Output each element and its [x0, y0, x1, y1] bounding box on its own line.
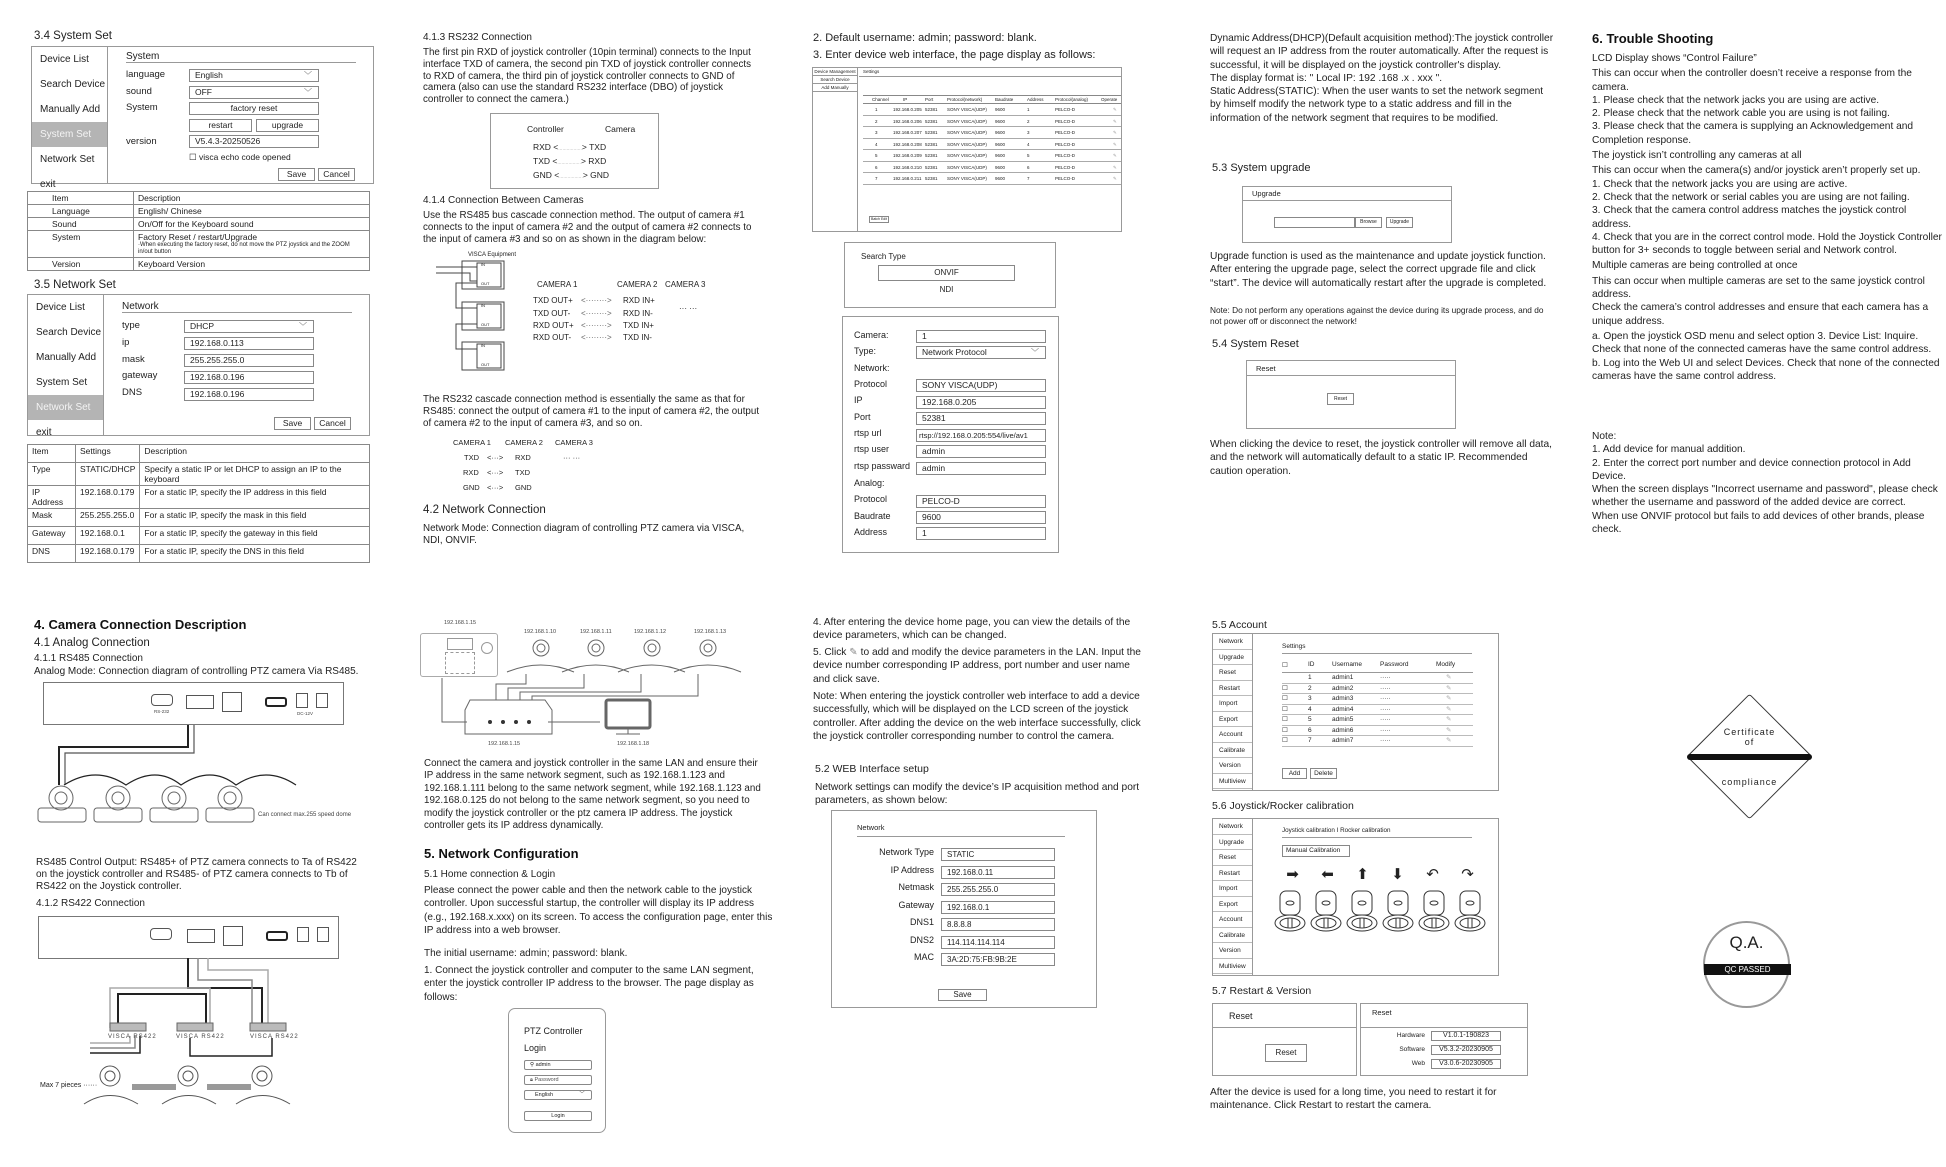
side-menu-item[interactable]: Export: [1213, 712, 1252, 728]
login-button[interactable]: Login: [524, 1111, 592, 1121]
edit-icon[interactable]: ✎: [1446, 705, 1452, 713]
rs422-wiring-diagram: [80, 958, 340, 1058]
baudrate-input[interactable]: 9600: [916, 511, 1046, 524]
web-interface-text: Network settings can modify the device’s IP acquisition method and port parameters, as shown below:: [815, 782, 1140, 807]
edit-icon[interactable]: ✎: [1113, 107, 1117, 112]
web-net-field[interactable]: 3A:2D:75:FB:9B:2E: [941, 953, 1055, 966]
device-table-row: 4 192.168.0.208 52381 SONY VISCA(UDP) 9600 4 PELCO-D ✎: [863, 139, 1121, 151]
step5-text: 5. Click ✎ to add and modify the device parameters in the LAN. Input the device number corresponding IP address, port number and user name and click save.: [813, 647, 1141, 685]
note-line: When the screen displays "Incorrect username and password", please check whether the username and password of the added device are correct.: [1592, 484, 1938, 509]
language-select[interactable]: English ﹀: [524, 1090, 592, 1100]
side-menu-item[interactable]: Network: [1213, 819, 1252, 835]
note-line: 1. Add device for manual addition.: [1592, 444, 1746, 456]
save-button[interactable]: Save: [278, 168, 315, 181]
step2-text: 2. Default username: admin; password: blank.: [813, 32, 1037, 44]
row-checkbox[interactable]: ☐: [1282, 684, 1288, 692]
web-net-field[interactable]: STATIC: [941, 848, 1055, 861]
chevron-down-icon: ﹀: [578, 1092, 585, 1098]
checkbox-icon: ☐: [189, 152, 197, 162]
side-menu-item[interactable]: Export: [1213, 897, 1252, 913]
menu-device-list[interactable]: Device List: [36, 302, 85, 313]
row-checkbox[interactable]: ☐: [1282, 695, 1288, 702]
web-net-field[interactable]: 192.168.0.11: [941, 866, 1055, 879]
device-table-row: 5 192.168.0.209 52381 SONY VISCA(UDP) 9600 5 PELCO-D ✎: [863, 150, 1121, 162]
save-button[interactable]: Save: [938, 989, 987, 1001]
cancel-button[interactable]: Cancel: [318, 168, 355, 181]
visca-label-3: VISCA RS422: [250, 1034, 299, 1040]
section-5-5-title: 5.5 Account: [1212, 619, 1267, 631]
troubleshooting-line: 3. Please check that the camera is supplying an Acknowledgement and Completion response.: [1592, 121, 1914, 146]
visca-equipment-label: VISCA Equipment: [468, 252, 517, 258]
troubleshooting-line: 2. Please check that the network cable you are using is not failing.: [1592, 108, 1890, 120]
network-set-panel: [27, 294, 370, 436]
calibration-arrows: [1275, 865, 1485, 883]
device-menu: [813, 68, 858, 232]
web-net-label: DNS1: [909, 917, 934, 927]
address-input[interactable]: 1: [916, 527, 1046, 540]
pc-ip-label: 192.168.1.18: [617, 741, 650, 747]
menu-manually-add[interactable]: Manually Add: [40, 104, 101, 115]
system-set-table: Item Description Language English/ Chinese Sound On/Off for the Keyboard sound System Factory Reset / restart/Upgrade ·When executing the factory reset, do not move the PTZ joystick and the ZOOM in/out button Version Keyboard Version: [27, 191, 370, 271]
max-dome-note: Can connect max.255 speed dome: [258, 812, 352, 818]
version-label: version: [126, 136, 157, 147]
device-table-row: 2 192.168.0.206 52381 SONY VISCA(UDP) 9600 2 PELCO-D ✎: [863, 116, 1121, 128]
side-menu-item[interactable]: Account: [1213, 912, 1252, 928]
version-title: Reset: [1361, 1004, 1527, 1028]
chevron-down-icon: ﹀: [299, 322, 307, 331]
step3-text: 3. Enter device web interface, the page display as follows:: [813, 49, 1096, 61]
edit-icon[interactable]: ✎: [1113, 141, 1117, 147]
troubleshooting-line: LCD Display shows “Control Failure”: [1592, 53, 1757, 64]
web-net-label: IP Address: [890, 864, 934, 875]
reset-panel: [1246, 360, 1456, 429]
calibration-side-menu: [1213, 819, 1253, 975]
section-6-title: 6. Trouble Shooting: [1592, 31, 1714, 46]
device-management-ui: [812, 67, 1122, 232]
device-table-row: 1 192.168.0.205 52381 SONY VISCA(UDP) 9600 1 PELCO-D ✎: [863, 104, 1121, 116]
troubleshooting-line: 3. Check that the camera control address matches the joystick control address.: [1592, 205, 1907, 230]
visca-label-2: VISCA RS422: [176, 1034, 225, 1040]
troubleshooting-line: a. Open the joystick OSD menu and select option 3. Device List: Inquire. Check that none of the connected cameras have the same control address.: [1592, 330, 1932, 356]
network-connection-diagram: [440, 638, 750, 738]
ip-input[interactable]: 192.168.0.205: [916, 396, 1046, 409]
file-path-input[interactable]: [1274, 217, 1355, 228]
hdmi-port-icon: [265, 697, 287, 707]
factory-reset-button[interactable]: factory reset: [189, 102, 319, 115]
network-mode-text: Network Mode: Connection diagram of controlling PTZ camera via VISCA, NDI, ONVIF.: [423, 523, 745, 546]
note-line: 2. Enter the correct port number and device connection protocol in Add Device.: [1592, 457, 1911, 482]
row-checkbox[interactable]: ☐: [1282, 737, 1288, 744]
device-table-row: 6 192.168.0.210 52381 SONY VISCA(UDP) 9600 6 PELCO-D ✎: [863, 162, 1121, 174]
account-panel: [1212, 633, 1499, 791]
web-net-field[interactable]: 192.168.0.1: [941, 901, 1055, 914]
controller-ip-label: 192.168.1.15: [444, 620, 477, 626]
edit-icon[interactable]: ✎: [1446, 726, 1452, 734]
edit-icon[interactable]: ✎: [1113, 118, 1117, 124]
login-title: PTZ Controller: [524, 1026, 583, 1036]
system-set-panel: [31, 46, 374, 190]
manual-add-camera-form: Camera: 1 Type: Network Protocol ﹀ Network: Protocol SONY VISCA(UDP) IP 192.168.0.205 Port 52381 rtsp url rtsp://192.168.0.205:554/live/av1 rtsp user admin rtsp passward admin Analog: Protocol PELCO-D Baudrate 9600 Address 1: [842, 316, 1059, 553]
version-value: V3.0.6-20230905: [1431, 1059, 1501, 1069]
search-type-panel: [844, 242, 1056, 308]
version-label: Software: [1399, 1046, 1425, 1053]
rs422-terminal-icon: [186, 695, 214, 709]
menu-search-device[interactable]: Search Device: [36, 327, 102, 338]
troubleshooting-notes: [1592, 430, 1944, 536]
account-row: ☐ 3 admin3 ····· ✎: [1282, 694, 1473, 705]
system-label: System: [126, 102, 158, 113]
section-4-1-1-title: 4.1.1 RS485 Connection: [34, 653, 143, 664]
web-net-field[interactable]: 255.255.255.0: [941, 883, 1055, 896]
section-5-4-title: 5.4 System Reset: [1212, 338, 1299, 350]
troubleshooting-line: This can occur when the controller doesn’t receive a response from the camera.: [1592, 68, 1912, 93]
menu-exit[interactable]: exit: [40, 179, 56, 190]
section-4-title: 4. Camera Connection Description: [34, 617, 247, 632]
upgrade-title: Upgrade: [1243, 187, 1451, 201]
port-input[interactable]: 52381: [916, 412, 1046, 425]
power-switch-icon: [317, 927, 329, 942]
switch-ip-label: 192.168.1.15: [488, 741, 521, 747]
usb-port-icon: [222, 692, 242, 712]
side-menu-item[interactable]: Version: [1213, 943, 1252, 959]
side-menu-item[interactable]: Version: [1213, 758, 1252, 774]
side-menu-item[interactable]: Multiview: [1213, 959, 1252, 975]
rtsp-url-input[interactable]: rtsp://192.168.0.205:554/live/av1: [916, 429, 1046, 442]
troubleshooting-line: Check the camera’s control addresses and ensure that each camera has a unique address.: [1592, 302, 1929, 327]
device-table-row: 7 192.168.0.211 52381 SONY VISCA(UDP) 9600 7 PELCO-D ✎: [863, 173, 1121, 185]
account-side-menu: [1213, 634, 1253, 790]
menu-manually-add[interactable]: Manually Add: [36, 352, 97, 363]
upgrade-note: Note: Do not perform any operations against the device during its upgrade process, and do not power off or disconnect the network!: [1210, 305, 1544, 326]
version-value: V5.3.2-20230905: [1431, 1045, 1501, 1055]
device-table: Channel IP Port Protocol(network) Baudrate Address Protocol(analog) Operate 1 192.168.0.205 52381 SONY VISCA(UDP) 9600 1 PELCO-D ✎ 2 192.168.0.206 52381 SONY VISCA(UDP) 9600 2 PELCO-D ✎ 3 192.168.0.207 52381 SONY VISCA(UDP) 9600 3 PELCO-D ✎ 4 192.168.0.208 52381 SONY VISCA(UDP) 9600 4 PELCO-D ✎ 5 192.168.0.209 52381 SONY VISCA(UDP) 9600 5 PELCO-D ✎ 6 192.168.0.210 52381 SONY VISCA(UDP) 9600 6 PELCO-D ✎ 7 192.168.0.211 52381 SONY VISCA(UDP) 9600 7 PELCO-D ✎: [863, 95, 1121, 185]
side-menu-item[interactable]: Restart: [1213, 866, 1252, 882]
section-5-7-title: 5.7 Restart & Version: [1212, 985, 1312, 997]
row-checkbox[interactable]: ☐: [1282, 716, 1288, 723]
section-4-1-title: 4.1 Analog Connection: [34, 637, 150, 649]
troubleshooting-line: This can occur when the camera(s) and/or joystick aren’t properly set up.: [1592, 165, 1921, 177]
edit-icon[interactable]: ✎: [1113, 153, 1117, 158]
account-title: Settings: [1282, 643, 1472, 654]
menu-add-manually[interactable]: Add Manually: [813, 84, 857, 92]
reset-button[interactable]: Reset: [1327, 393, 1354, 405]
language-label: language: [126, 69, 166, 80]
protocol-input[interactable]: SONY VISCA(UDP): [916, 379, 1046, 392]
section-3-5-title: 3.5 Network Set: [34, 279, 116, 291]
rs485-intro: Analog Mode: Connection diagram of controlling PTZ camera Via RS485.: [34, 666, 359, 677]
rs485-output-text: RS485 Control Output: RS485+ of PTZ camera connects to Ta of RS422 on the joystick controller and RS485- of PTZ camera connects to Tb of RS422 on the Joystick controller.: [36, 857, 357, 892]
rs485-wiring-diagram: [36, 725, 336, 825]
edit-icon[interactable]: ✎: [1446, 684, 1452, 692]
arrow-down-icon: ⬇: [1391, 866, 1404, 883]
hdmi-port-icon: [266, 931, 288, 941]
qa-passed-badge: Q.A. QC PASSED: [1703, 921, 1790, 1008]
note-line: When use ONVIF protocol but fails to add devices of other brands, please check.: [1592, 510, 1925, 536]
rs232-port-icon: [151, 694, 173, 706]
gateway-label: gateway: [122, 370, 158, 381]
side-menu-item[interactable]: Multiview: [1213, 774, 1252, 790]
initial-credentials-text: The initial username: admin; password: blank.: [424, 948, 628, 959]
reset-title: Reset: [1247, 361, 1455, 376]
type-select[interactable]: DHCP ﹀: [184, 320, 314, 333]
web-net-label: DNS2: [909, 934, 934, 945]
dhcp-text: Dynamic Address(DHCP)(Default acquisition method):The joystick controller will request an IP address from the router automatically. After the request is successful, it will be displayed on the joystick controller's display. The display format is: " Local IP: 192 .168 .x . xxx ". Static Address(STATIC): When the user wants to set the network segment by himself modify the network type to a static address and fill in the information of the network segment that requires to be modified.: [1210, 33, 1554, 124]
type-label: type: [122, 320, 140, 331]
language-select[interactable]: English ﹀: [189, 69, 319, 82]
username-input[interactable]: ⚲ admin: [524, 1060, 592, 1070]
side-menu-item[interactable]: Reset: [1213, 665, 1252, 681]
visca-cascade-diagram: [436, 259, 516, 375]
calibration-panel: [1212, 818, 1499, 976]
side-menu-item[interactable]: Restart: [1213, 681, 1252, 697]
login-subtitle: Login: [524, 1043, 547, 1053]
reset-text: When clicking the device to reset, the joystick controller will remove all data, and the network will automatically default to a static IP. Recommended caution operation.: [1210, 439, 1552, 477]
max-7-note: Max 7 pieces ······: [40, 1082, 98, 1089]
edit-icon[interactable]: ✎: [1446, 737, 1452, 744]
side-menu-item[interactable]: Network: [1213, 634, 1252, 650]
joystick-icons: [1273, 889, 1493, 935]
edit-icon[interactable]: ✎: [1113, 164, 1117, 170]
account-row: ☐ 6 admin6 ····· ✎: [1282, 726, 1473, 737]
rs422-cameras: [82, 1062, 312, 1107]
rs232-cascade-text: The RS232 cascade connection method is essentially the same as that for RS485: connect the output of camera #1 to the input of camera #2, the output of camera #2 to the input of camera #3, and so on.: [423, 394, 760, 429]
troubleshooting-line: 2. Check that the network or serial cables you are using are not failing.: [1592, 191, 1910, 203]
pencil-icon: ✎: [849, 647, 858, 658]
step4-text: 4. After entering the device home page, you can view the details of the device parameters, which can be changed.: [813, 617, 1131, 642]
calibration-title: Joystick calibration I Rocker calibration: [1282, 827, 1472, 838]
chevron-down-icon: ﹀: [304, 71, 312, 80]
chevron-down-icon: ﹀: [1031, 348, 1039, 357]
menu-search-device[interactable]: Search Device: [813, 76, 857, 84]
power-switch-icon: [316, 693, 328, 708]
type-select[interactable]: Network Protocol ﹀: [916, 346, 1046, 359]
search-type-title: Search Type: [861, 252, 906, 261]
upgrade-button[interactable]: upgrade: [256, 119, 319, 132]
section-5-title: 5. Network Configuration: [424, 846, 579, 861]
lan-text: Connect the camera and joystick controller in the same LAN and ensure their IP address in the same network segment, such as 192.168.1.123 and 192.168.1.111 belong to the same network segment, while 192.168.1.123 and 192.168.0.125 do not belong to the same network segment, so you need to modify the joystick controller or the ptz camera IP address. The joystick controller gets its IP address dynamically.: [424, 758, 761, 832]
cancel-button[interactable]: Cancel: [314, 417, 351, 430]
ip-label: ip: [122, 337, 130, 348]
rs232-text: The first pin RXD of joystick controller (10pin terminal) connects to the Input interface TXD of camera, the second pin TXD of joystick controller connects to RXD of camera, the third pin of joystick controller connects to GND of camera (also can use the standard RS232 interface (DBO) of joystick controller to connect the camera.): [423, 47, 751, 106]
lock-icon: 🔒︎: [530, 1077, 533, 1083]
version-field: V5.4.3-20250526: [189, 135, 319, 148]
save-button[interactable]: Save: [274, 417, 311, 430]
panel-title: Network: [122, 301, 352, 313]
restart-panel: [1212, 1003, 1357, 1076]
rotate-right-icon: ↷: [1461, 866, 1474, 883]
web-net-label: Netmask: [898, 882, 934, 892]
rs422-terminal-icon: [187, 929, 215, 943]
certificate-badge: Certificate of compliance: [1687, 694, 1812, 819]
troubleshooting-line: b. Log into the Web UI and select Devices. Check that none of the connected cameras have the same control address.: [1592, 357, 1940, 382]
side-menu-item[interactable]: Import: [1213, 881, 1252, 897]
edit-icon[interactable]: ✎: [1446, 695, 1452, 702]
side-menu-item[interactable]: Upgrade: [1213, 835, 1252, 851]
menu-device-management[interactable]: Device Management: [814, 69, 856, 74]
version-label: Web: [1411, 1060, 1425, 1067]
password-input[interactable]: 🔒︎ Password: [524, 1075, 592, 1085]
menu-network-set[interactable]: Network Set: [28, 395, 103, 420]
home-connection-text: Please connect the power cable and then the network cable to the joystick controller. Upon successful startup, the controller will display its IP address (e.g., 192.168.x.xxx) on its screen. To access the configuration page, enter this IP address into a web browser.: [424, 885, 773, 937]
row-checkbox[interactable]: [1282, 673, 1308, 683]
rotate-left-icon: ↶: [1426, 866, 1439, 883]
usb-port-icon: [223, 926, 243, 946]
device-table-row: 3 192.168.0.207 52381 SONY VISCA(UDP) 9600 3 PELCO-D ✎: [863, 127, 1121, 139]
batch-edit-button[interactable]: Batch Edit: [869, 216, 889, 223]
section-5-2-title: 5.2 WEB Interface setup: [815, 763, 929, 775]
chevron-down-icon: ﹀: [304, 88, 312, 97]
section-5-6-title: 5.6 Joystick/Rocker calibration: [1212, 800, 1354, 812]
web-net-label: Gateway: [898, 899, 934, 910]
restart-button[interactable]: Reset: [1265, 1044, 1307, 1062]
gateway-input[interactable]: 192.168.0.196: [184, 371, 314, 384]
upgrade-button[interactable]: Upgrade: [1386, 217, 1413, 228]
account-table: ☐ ID Username Password Modify 1 admin1 ····· ✎ ☐ 2 admin2 ····· ✎ ☐ 3 admin3 ····· ✎ ☐ 4 admin4 ····· ✎ ☐ 5 admin5 ····· ✎ ☐ 6 admin6 ····· ✎ ☐ 7 admin7 ····· ✎: [1282, 661, 1473, 747]
network-set-menu: [28, 295, 104, 438]
edit-icon[interactable]: ✎: [1446, 716, 1452, 723]
camera-input[interactable]: 1: [916, 330, 1046, 343]
menu-system-set[interactable]: System Set: [32, 122, 107, 147]
ip-input[interactable]: 192.168.0.113: [184, 337, 314, 350]
dns-label: DNS: [122, 387, 143, 398]
select-all-checkbox[interactable]: ☐: [1282, 662, 1288, 669]
login-panel: [508, 1008, 606, 1133]
troubleshooting-line: 4. Check that you are in the correct control mode. Hold the Joystick Controller button for 3+ seconds to toggle between serial and Network control.: [1592, 231, 1942, 257]
restart-button[interactable]: restart: [189, 119, 252, 132]
note-text: Note: When entering the joystick controller web interface to add a device successfully, which will be displayed on the LCD screen of the joystick controller. After adding the device on the web interface successfully, click the joystick controller corresponding number to control the camera.: [813, 691, 1141, 743]
section-5-1-title: 5.1 Home connection & Login: [424, 869, 556, 880]
row-checkbox[interactable]: ☐: [1282, 726, 1288, 734]
troubleshooting-line: Multiple cameras are being controlled at once: [1592, 260, 1798, 272]
side-menu-item[interactable]: Reset: [1213, 850, 1252, 866]
version-panel: [1360, 1003, 1528, 1076]
row-checkbox[interactable]: ☐: [1282, 705, 1288, 713]
sound-label: sound: [126, 86, 152, 97]
side-menu-item[interactable]: Account: [1213, 727, 1252, 743]
troubleshooting-line: 1. Check that the network jacks you are using are active.: [1592, 178, 1848, 190]
panel-title: System: [126, 51, 356, 63]
rtsp-password-input[interactable]: admin: [916, 462, 1046, 475]
controller-rear-panel-rs422: [38, 916, 339, 959]
analog-protocol-input[interactable]: PELCO-D: [916, 495, 1046, 508]
web-net-label: Network Type: [879, 847, 934, 857]
side-menu-item[interactable]: Calibrate: [1213, 743, 1252, 759]
visca-label-1: VISCA RS422: [108, 1034, 157, 1040]
sound-select[interactable]: OFF ﹀: [189, 86, 319, 99]
troubleshooting-line: The joystick isn’t controlling any cameras at all: [1592, 150, 1802, 162]
account-row: 1 admin1 ····· ✎: [1282, 673, 1473, 684]
arrow-up-icon: ⬆: [1356, 866, 1369, 883]
upgrade-text: Upgrade function is used as the maintenance and update joystick function. After entering the upgrade page, select the correct upgrade file and click “start”. The device will automatically restart after the upgrade is completed.: [1210, 251, 1547, 289]
troubleshooting-line: 1. Please check that the network jacks you are using are active.: [1592, 94, 1880, 106]
onvif-option[interactable]: ONVIF: [878, 265, 1015, 281]
note-line: Note:: [1592, 431, 1617, 442]
section-4-2-title: 4.2 Network Connection: [423, 504, 546, 516]
rs232-port-icon: [150, 928, 172, 940]
edit-icon[interactable]: ✎: [1113, 130, 1117, 135]
menu-network-set[interactable]: Network Set: [40, 154, 95, 165]
web-net-field[interactable]: 114.114.114.114: [941, 936, 1055, 949]
account-row: ☐ 4 admin4 ····· ✎: [1282, 705, 1473, 716]
account-row: ☐ 5 admin5 ····· ✎: [1282, 715, 1473, 726]
side-menu-item[interactable]: Import: [1213, 696, 1252, 712]
user-icon: ⚲: [530, 1062, 535, 1068]
menu-exit[interactable]: exit: [36, 427, 52, 438]
arrow-right-icon: ➡: [1286, 866, 1299, 883]
web-network-title: Network: [857, 823, 1065, 837]
web-net-field[interactable]: 8.8.8.8: [941, 918, 1055, 931]
step1-text: 1. Connect the joystick controller and computer to the same LAN segment, enter the joystick controller IP address to the browser. The page display as follows:: [424, 965, 754, 1003]
menu-system-set[interactable]: System Set: [36, 377, 88, 388]
rtsp-user-input[interactable]: admin: [916, 445, 1046, 458]
mask-label: mask: [122, 354, 145, 365]
visca-echo-checkbox[interactable]: ☐ visca echo code opened: [189, 152, 291, 162]
section-4-1-3-title: 4.1.3 RS232 Connection: [423, 32, 532, 43]
version-label: Hardware: [1396, 1032, 1425, 1039]
troubleshooting-line: This can occur when multiple cameras are set to the same joystick control address.: [1592, 275, 1925, 301]
cascade-text: Use the RS485 bus cascade connection method. The output of camera #1 connects to the input of camera #2 and the output of camera #2 connects to the input of camera #3 and so on as shown in the diagram below:: [423, 210, 752, 245]
dns-input[interactable]: 192.168.0.196: [184, 388, 314, 401]
version-value: V1.0.1-190823: [1431, 1031, 1501, 1041]
add-button[interactable]: Add: [1282, 768, 1307, 779]
upgrade-panel: [1242, 186, 1452, 243]
mask-input[interactable]: 255.255.255.0: [184, 354, 314, 367]
side-menu-item[interactable]: Calibrate: [1213, 928, 1252, 944]
section-4-1-4-title: 4.1.4 Connection Between Cameras: [423, 195, 584, 206]
account-row: ☐ 2 admin2 ····· ✎: [1282, 684, 1473, 695]
account-row: ☐ 7 admin7 ····· ✎: [1282, 736, 1473, 747]
system-set-menu: [32, 47, 108, 190]
restart-title: Reset: [1213, 1004, 1356, 1028]
section-4-1-2-title: 4.1.2 RS422 Connection: [36, 898, 145, 909]
edit-icon[interactable]: ✎: [1113, 176, 1117, 181]
section-3-4-title: 3.4 System Set: [34, 30, 112, 42]
dc-port-icon: [297, 927, 309, 942]
network-set-table: Item Settings Description Type STATIC/DHCP Specify a static IP or let DHCP to assign an IP to the keyboard IP Address 192.168.0.179 For a static IP, specify the IP address in this field Mask 255.255.255.0 For a static IP, specify the mask in this field Gateway 192.168.0.1 For a static IP, specify the gateway in this field DNS 192.168.0.179 For a static IP, specify the DNS in this field: [27, 444, 370, 563]
side-menu-item[interactable]: Upgrade: [1213, 650, 1252, 666]
menu-device-list[interactable]: Device List: [40, 54, 89, 65]
section-5-3-title: 5.3 System upgrade: [1212, 162, 1311, 174]
settings-tab[interactable]: Settings: [863, 69, 880, 74]
restart-text: After the device is used for a long time, you need to restart it for maintenance. Click Restart to restart the camera.: [1210, 1087, 1497, 1112]
controller-rear-panel: RS-232 DC-12V: [43, 682, 344, 725]
delete-button[interactable]: Delete: [1310, 768, 1337, 779]
browse-button[interactable]: Browse: [1355, 217, 1382, 228]
ndi-option[interactable]: NDI: [939, 285, 954, 294]
troubleshooting-text: [1592, 52, 1944, 383]
menu-search-device[interactable]: Search Device: [40, 79, 106, 90]
rs232-pin-box: Controller Camera RXD <.................> TXD TXD <.................> RXD GND <.................> GND: [490, 113, 659, 189]
manual-calibration-button[interactable]: Manual Calibration: [1282, 845, 1350, 857]
web-network-panel: [831, 810, 1097, 1008]
web-net-label: MAC: [914, 952, 934, 962]
arrow-left-icon: ⬅: [1321, 866, 1334, 883]
dc-port-icon: [296, 693, 308, 708]
edit-icon[interactable]: ✎: [1446, 674, 1452, 681]
